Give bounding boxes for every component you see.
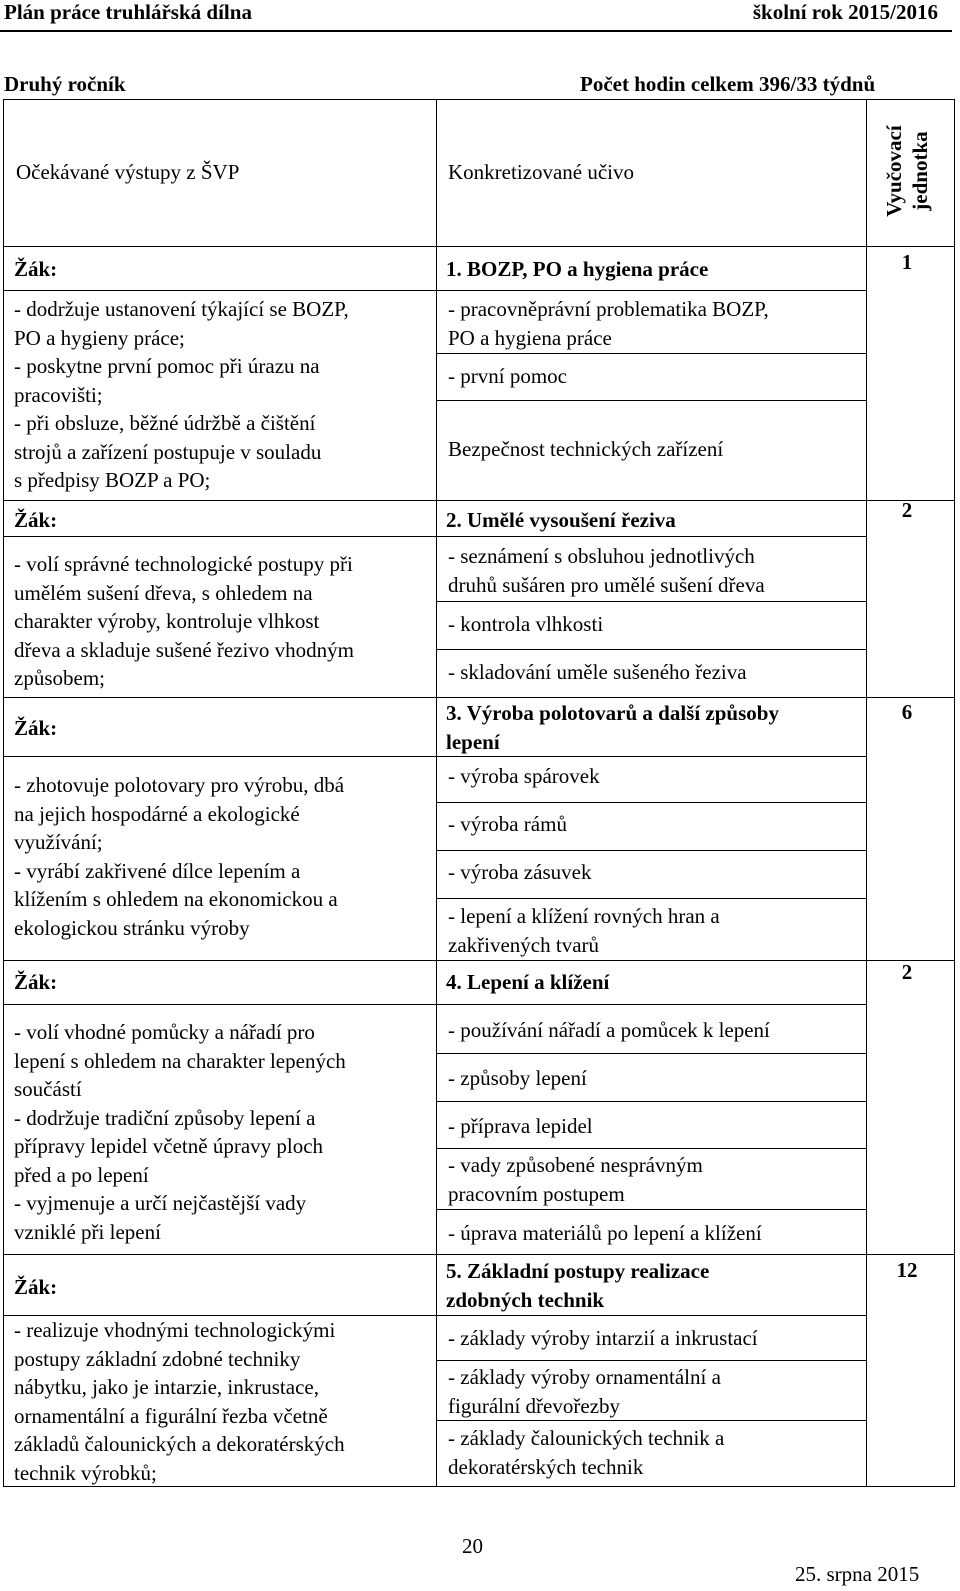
row-rule [436,1360,867,1361]
row-rule [436,850,867,851]
row-rule [436,898,867,899]
table-border-left [3,99,4,1487]
curriculum-item: - způsoby lepení [448,1066,587,1090]
col-divider-1 [436,99,437,1487]
row-rule [436,1209,867,1210]
section-outcomes: - dodržuje ustanovení týkající se BOZP, PO a hygieny práce; - poskytne první pomoc při úrazu na pracovišti; - při obsluze, běžné údržbě a čištění strojů a zařízení postupuje v souladu s předpisy BOZP a PO; [14,297,349,492]
curriculum-item: - úprava materiálů po lepení a klížení [448,1221,762,1245]
grade-label: Druhý ročník [4,72,126,96]
student-label: Žák: [14,1275,58,1299]
row-rule [436,1101,867,1102]
row-rule [436,400,867,401]
row-rule [3,1004,867,1005]
section-hours: 6 [901,700,913,724]
section-outcomes: - volí vhodné pomůcky a nářadí pro lepení s ohledem na charakter lepených součástí - dodržuje tradiční způsoby lepení a přípravy lepidel včetně úpravy ploch před a po lepení - vyjmenuje a určí nejčastější vady vzniklé při lepení [14,1020,346,1244]
curriculum-item: - výroba rámů [448,812,567,836]
curriculum-item: - používání nářadí a pomůcek k lepení [448,1018,770,1042]
section-hours: 2 [901,498,913,522]
section-outcomes: - zhotovuje polotovary pro výrobu, dbá na jejich hospodárné a ekologické využívání; - vyrábí zakřivené dílce lepením a klížením s ohledem na ekonomickou a ekologickou stránku výroby [14,773,345,940]
section-hours: 12 [896,1258,918,1282]
column-header-curriculum: Konkretizované učivo [448,160,635,184]
section-outcomes: - volí správné technologické postupy při umělém sušení dřeva, s ohledem na charakter výroby, kontroluje vlhkost dřeva a skladuje sušené řezivo vhodným způsobem; [14,552,354,690]
section-title: 5. Základní postupy realizace zdobných technik [446,1259,710,1312]
curriculum-item: - seznámení s obsluhou jednotlivých druhů sušáren pro umělé sušení dřeva [448,544,765,597]
row-rule [3,290,437,291]
table-border-top [3,99,955,100]
table-border-right [954,99,955,1487]
column-header-outcomes: Očekávané výstupy z ŠVP [16,160,240,184]
curriculum-item: - kontrola vlhkosti [448,612,604,636]
curriculum-item: - základy výroby intarzií a inkrustací [448,1326,758,1350]
student-label: Žák: [14,716,58,740]
row-rule [436,649,867,650]
section-title: 1. BOZP, PO a hygiena práce [446,257,709,281]
column-header-units [876,120,938,222]
row-rule [3,756,867,757]
curriculum-item: - vady způsobené nesprávným pracovním postupem [448,1153,703,1206]
curriculum-item: Bezpečnost technických zařízení [448,437,724,461]
column-header-units-label: Vyučovací jednotka [882,125,932,217]
page-header [0,0,960,24]
footer-date: 25. srpna 2015 [795,1562,920,1586]
row-rule [3,500,955,501]
curriculum-item: - výroba spárovek [448,764,600,788]
row-rule [436,601,867,602]
row-rule [3,697,955,698]
section-outcomes: - realizuje vhodnými technologickými postupy základní zdobné techniky nábytku, jako je intarzie, inkrustace, ornamentální a figurální řezba včetně základů čalounických a dekoratérských technik výrobků; [14,1318,345,1485]
row-rule [3,1254,955,1255]
document-title: Plán práce truhlářská dílna [4,0,252,24]
header-row-rule [3,246,955,247]
row-rule [436,1148,867,1149]
curriculum-item: - první pomoc [448,364,567,388]
section-title: 3. Výroba polotovarů a další způsoby lepení [446,701,779,754]
row-rule [3,960,955,961]
row-rule [436,802,867,803]
section-hours: 1 [901,250,913,274]
section-title: 4. Lepení a klížení [446,970,610,994]
student-label: Žák: [14,257,58,281]
page-number: 20 [462,1534,483,1558]
header-rule [0,30,952,32]
school-year: školní rok 2015/2016 [752,0,938,24]
curriculum-item: - pracovněprávní problematika BOZP, PO a hygiena práce [448,297,769,350]
hours-total: Počet hodin celkem 396/33 týdnů [580,72,876,96]
row-rule [3,536,867,537]
curriculum-item: - základy čalounických technik a dekoratérských technik [448,1426,725,1479]
curriculum-item: - skladování uměle sušeného řeziva [448,660,747,684]
curriculum-item: - lepení a klížení rovných hran a zakřivených tvarů [448,904,720,957]
student-label: Žák: [14,970,58,994]
row-rule [436,290,867,291]
row-rule [436,353,867,354]
col-divider-2 [866,99,867,1487]
section-title: 2. Umělé vysoušení řeziva [446,508,676,532]
row-rule [436,1420,867,1421]
section-hours: 2 [901,960,913,984]
curriculum-item: - základy výroby ornamentální a figurální dřevořezby [448,1365,721,1418]
curriculum-item: - výroba zásuvek [448,860,592,884]
student-label: Žák: [14,508,58,532]
curriculum-item: - příprava lepidel [448,1114,593,1138]
row-rule [436,1053,867,1054]
